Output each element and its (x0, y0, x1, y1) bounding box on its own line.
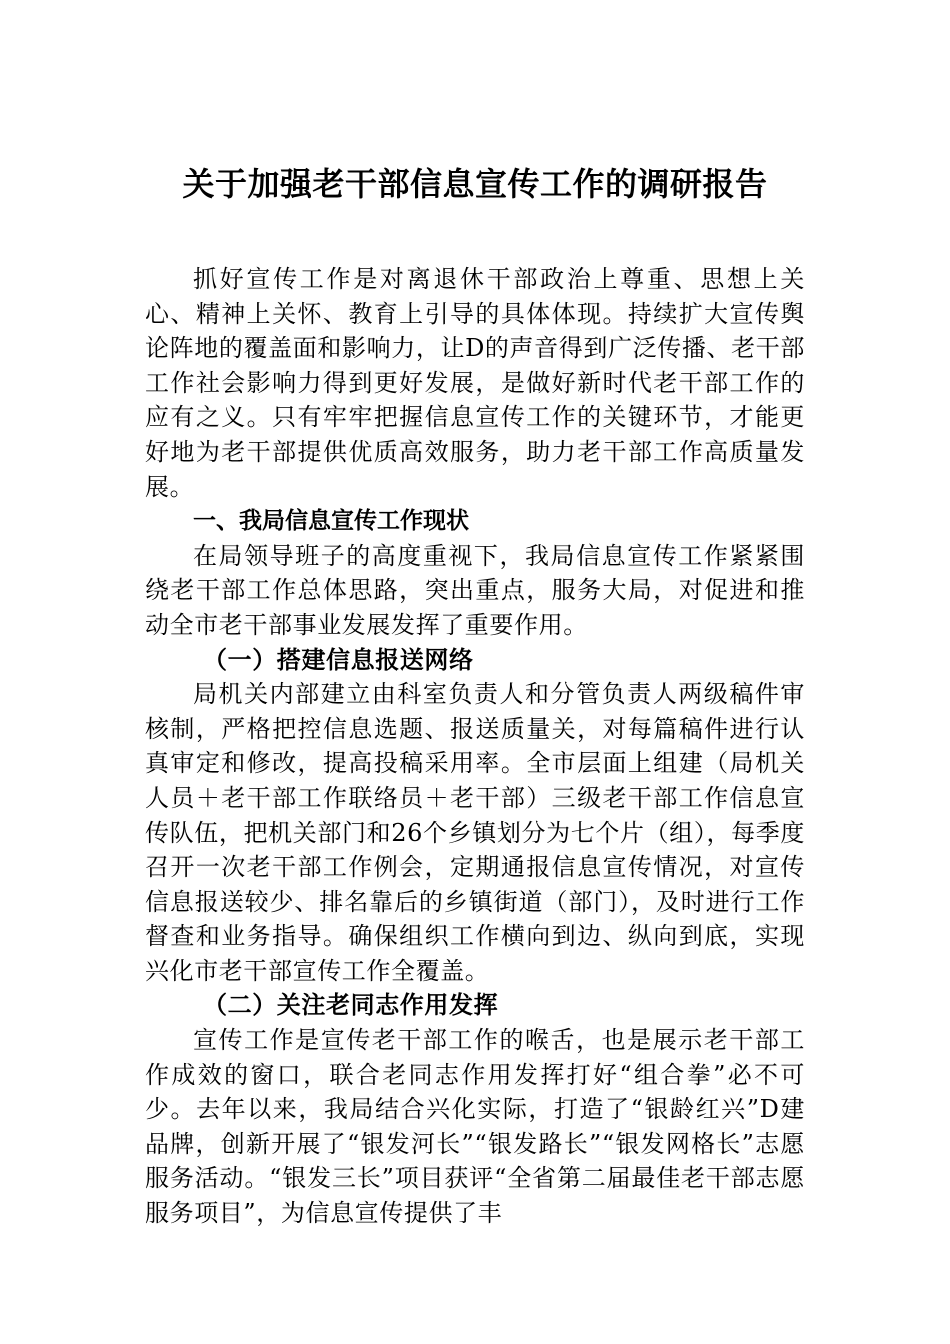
subsection-heading: （二）关注老同志作用发挥 (203, 990, 499, 1020)
subsection-paragraph: 局机关内部建立由科室负责人和分管负责人两级稿件审核制，严格把控信息选题、报送质量关，对每篇稿件进行认真审定和修改，提高投稿采用率。全市层面上组建（局机关人员＋老干部工作联络员＋老干部）三级老干部工作信息宣传队伍，把机关部门和26个乡镇划分为七个片（组），每季度召开一次老干部工作例会，定期通报信息宣传情况，对宣传信息报送较少、排名靠后的乡镇街道（部门），及时进行工作督查和业务指导。确保组织工作横向到边、纵向到底，实现兴化市老干部宣传工作全覆盖。 (145, 680, 805, 985)
document-body (145, 262, 805, 1231)
intro-paragraph: 抓好宣传工作是对离退休干部政治上尊重、思想上关心、精神上关怀、教育上引导的具体体现。持续扩大宣传舆论阵地的覆盖面和影响力，让D的声音得到广泛传播、老干部工作社会影响力得到更好发展，是做好新时代老干部工作的应有之义。只有牢牢把握信息宣传工作的关键环节，才能更好地为老干部提供优质高效服务，助力老干部工作高质量发展。 (145, 265, 805, 501)
document-title: 关于加强老干部信息宣传工作的调研报告 (182, 165, 768, 203)
subsection-paragraph: 宣传工作是宣传老干部工作的喉舌，也是展示老干部工作成效的窗口，联合老同志作用发挥打好“组合拳”必不可少。去年以来，我局结合兴化实际，打造了“银龄红兴”D建品牌，创新开展了“银发河长”“银发路长”“银发网格长”志愿服务活动。“银发三长”项目获评“全省第二届最佳老干部志愿服务项目”，为信息宣传提供了丰 (145, 1026, 805, 1228)
section-paragraph: 在局领导班子的高度重视下，我局信息宣传工作紧紧围绕老干部工作总体思路，突出重点，服务大局，对促进和推动全市老干部事业发展发挥了重要作用。 (145, 541, 805, 639)
section-heading: 一、我局信息宣传工作现状 (193, 508, 469, 535)
subsection-heading: （一）搭建信息报送网络 (203, 644, 474, 674)
